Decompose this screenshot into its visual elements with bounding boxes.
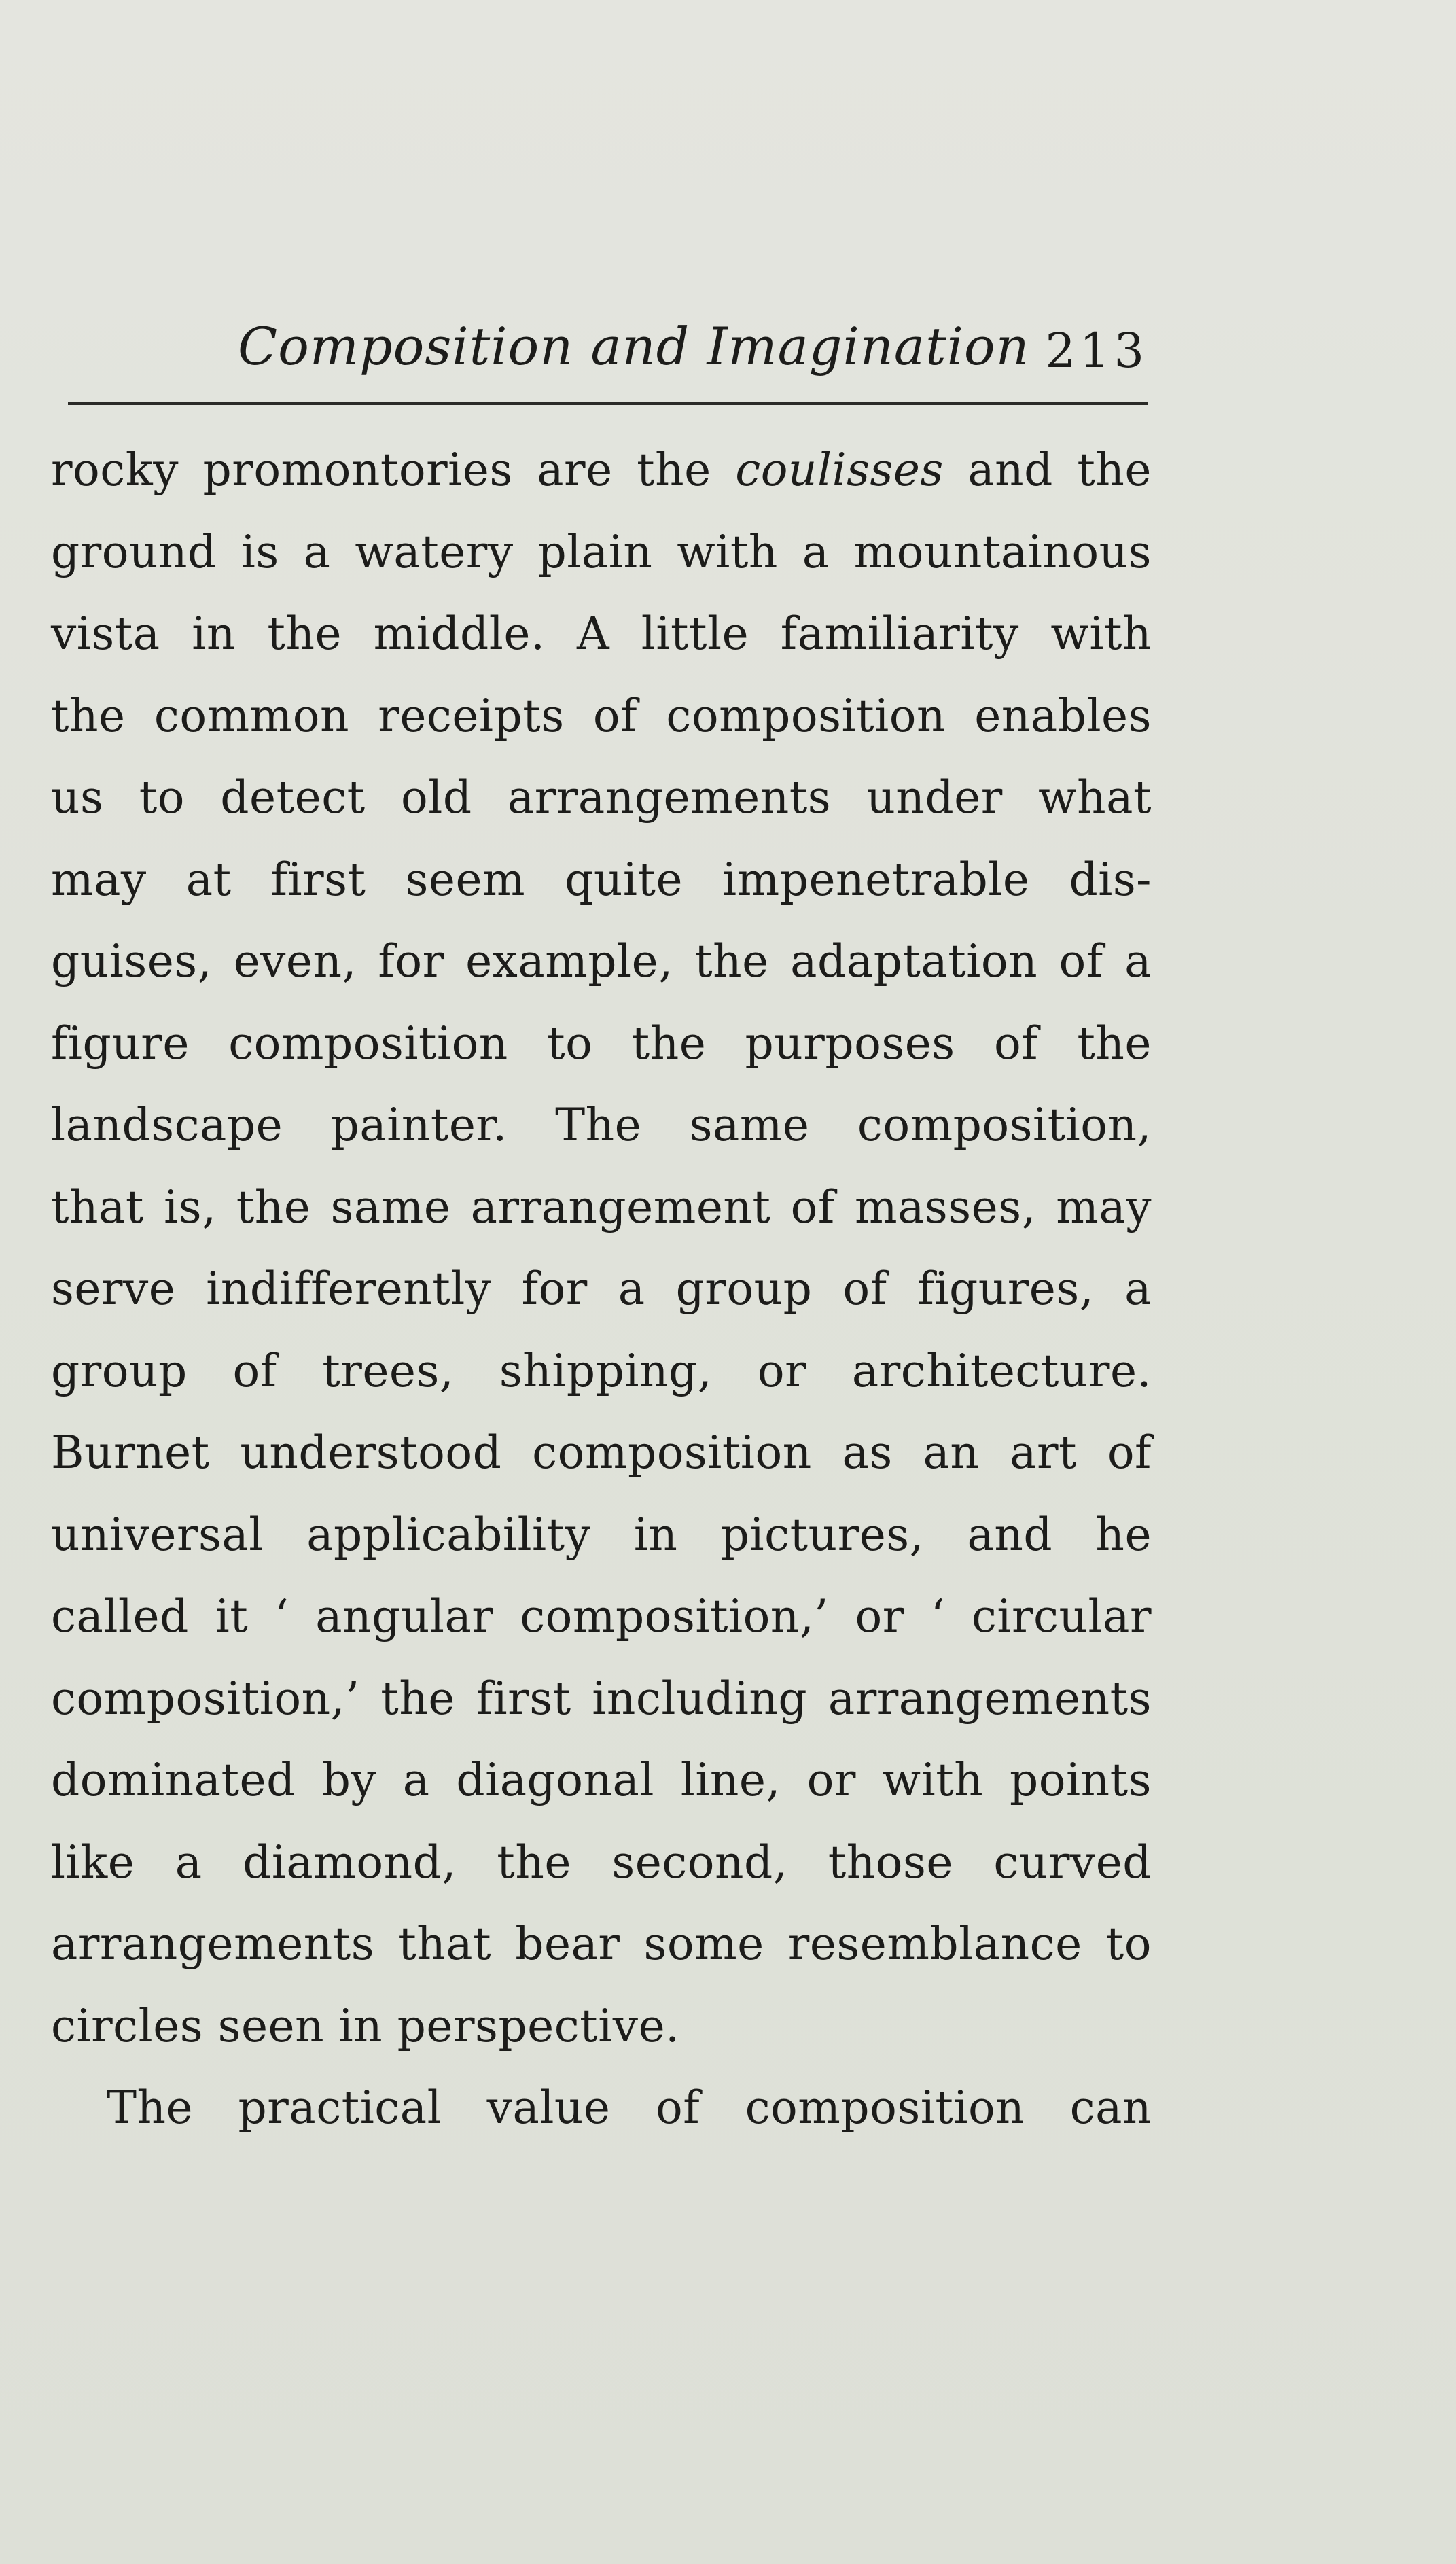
text-line: called it ‘ angular composition,’ or ‘ circular <box>51 1590 1152 1643</box>
body-text <box>51 429 1152 2149</box>
text-line: The practical value of composition can <box>107 2082 1152 2134</box>
text-line: dominated by a diagonal line, or with points <box>51 1754 1152 1806</box>
text-line: may at first seem quite impenetrable dis- <box>51 853 1152 906</box>
text-line: like a diamond, the second, those curved <box>51 1836 1152 1889</box>
text-line: that is, the same arrangement of masses, may <box>51 1180 1152 1233</box>
text-line: group of trees, shipping, or architecture. <box>51 1344 1152 1397</box>
italic-term: coulisses <box>735 444 944 496</box>
text-line: rocky promontories are the coulisses and the <box>51 444 1152 496</box>
text-line: serve indifferently for a group of figures, a <box>51 1263 1152 1315</box>
text-line: ground is a watery plain with a mountainous <box>51 525 1152 578</box>
text-line: composition,’ the first including arrangements <box>51 1672 1152 1725</box>
text-line: circles seen in perspective. <box>51 1999 680 2052</box>
header-rule <box>68 402 1148 405</box>
text-line: universal applicability in pictures, and he <box>51 1508 1152 1561</box>
text-line: figure composition to the purposes of the <box>51 1017 1152 1070</box>
text-line: arrangements that bear some resemblance to <box>51 1918 1152 1970</box>
text-line: guises, even, for example, the adaptation of a <box>51 935 1152 987</box>
page-number: 213 <box>1045 323 1148 379</box>
text-line: vista in the middle. A little familiarity with <box>51 608 1152 660</box>
running-head <box>68 309 1148 404</box>
text-line: Burnet understood composition as an art of <box>51 1426 1152 1479</box>
text-line: the common receipts of composition enables <box>51 689 1152 742</box>
text-line: landscape painter. The same composition, <box>51 1099 1152 1151</box>
text-line: us to detect old arrangements under what <box>51 771 1152 824</box>
running-head-title: Composition and Imagination <box>238 316 1030 376</box>
